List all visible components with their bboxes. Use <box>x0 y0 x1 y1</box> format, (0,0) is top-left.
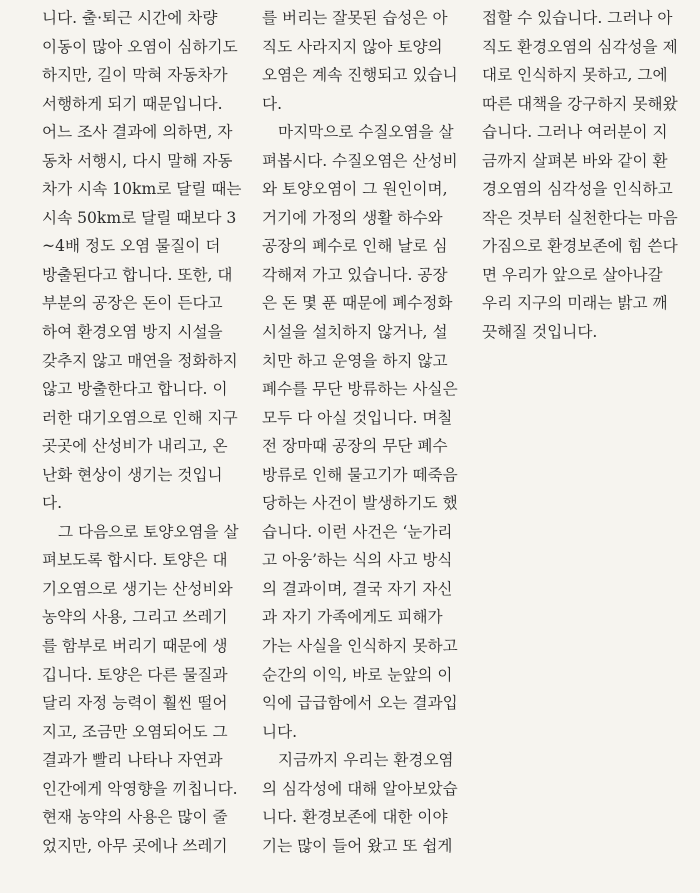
text-column-2 <box>262 4 467 860</box>
text-line: 가는 사실을 인식하지 못하고 <box>262 637 458 656</box>
text-line: 순간의 이익, 바로 눈앞의 이 <box>262 665 453 684</box>
text-line: 기는 많이 들어 왔고 또 쉽게 <box>262 836 453 855</box>
text-line: 니다. 환경보존에 대한 이야 <box>262 808 448 827</box>
text-line: 은 돈 몇 푼 때문에 폐수정화 <box>262 294 453 313</box>
text-line: 깁니다. 토양은 다른 물질과 <box>42 665 228 684</box>
text-line: 방출된다고 합니다. 또한, 대 <box>42 265 233 284</box>
text-line: 현재 농약의 사용은 많이 줄 <box>42 808 228 827</box>
text-line: 작은 것부터 실천한다는 마음 <box>482 208 678 227</box>
text-line: 갖추지 않고 매연을 정화하지 <box>42 351 238 370</box>
text-line: 폐수를 무단 방류하는 사실은 <box>262 380 458 399</box>
text-line: 방류로 인해 물고기가 떼죽음 <box>262 465 458 484</box>
text-line: 결과가 빨리 나타나 자연과 <box>42 751 223 770</box>
text-line: 하지만, 길이 막혀 자동차가 <box>42 66 228 85</box>
text-line: 않고 방출한다고 합니다. 이 <box>42 380 228 399</box>
text-line: 습니다. 그러나 여러분이 지 <box>482 123 668 142</box>
text-line: 익에 급급함에서 오는 결과입 <box>262 694 458 713</box>
text-column-3 <box>482 4 687 347</box>
text-line: 습니다. 이런 사건은 ‘눈가리 <box>262 522 453 541</box>
text-line: 와 토양오염이 그 원인이며, <box>262 180 448 199</box>
text-line: 부분의 공장은 돈이 든다고 <box>42 294 223 313</box>
text-line: 시설을 설치하지 않거나, 설 <box>262 323 448 342</box>
text-line: 경오염의 심각성을 인식하고 <box>482 180 673 199</box>
text-line: 금까지 살펴본 바와 같이 환 <box>482 151 668 170</box>
text-line: 다. <box>42 494 63 513</box>
text-line: 다. <box>262 94 283 113</box>
text-line: 를 버리는 잘못된 습성은 아 <box>262 9 448 27</box>
text-line: 서행하게 되기 때문입니다. <box>42 94 223 113</box>
text-line: 오염은 계속 진행되고 있습니 <box>262 66 458 85</box>
text-line: 지금까지 우리는 환경오염 <box>278 751 454 770</box>
text-column-1 <box>42 4 247 860</box>
text-line: 직도 사라지지 않아 토양의 <box>262 37 443 56</box>
text-line: 곳곳에 산성비가 내리고, 온 <box>42 437 228 456</box>
text-line: 거기에 가정의 생활 하수와 <box>262 208 443 227</box>
text-line: 기오염으로 생기는 산성비와 <box>42 579 233 598</box>
text-line: 차가 시속 10km로 달릴 때는 <box>42 180 242 199</box>
text-line: 마지막으로 수질오염을 살 <box>278 123 454 142</box>
text-line: 직도 환경오염의 심각성을 제 <box>482 37 678 56</box>
text-line: 인간에게 악영향을 끼칩니다. <box>42 779 238 798</box>
text-line: 접할 수 있습니다. 그러나 아 <box>482 9 673 27</box>
text-line: 를 함부로 버리기 때문에 생 <box>42 637 228 656</box>
text-line: 동차 서행시, 다시 말해 자동 <box>42 151 233 170</box>
text-line: 각해져 가고 있습니다. 공장 <box>262 265 448 284</box>
text-line: 공장의 폐수로 인해 날로 심 <box>262 237 448 256</box>
text-line: 러한 대기오염으로 인해 지구 <box>42 408 238 427</box>
text-line: 과 자기 가족에게도 피해가 <box>262 608 443 627</box>
text-line: ~4배 정도 오염 물질이 더 <box>42 237 221 256</box>
text-line: 펴봅시다. 수질오염은 산성비 <box>262 151 458 170</box>
text-line: 전 장마때 공장의 무단 폐수 <box>262 437 448 456</box>
text-line: 대로 인식하지 못하고, 그에 <box>482 66 668 85</box>
text-line: 었지만, 아무 곳에나 쓰레기 <box>42 836 228 855</box>
text-line: 이동이 많아 오염이 심하기도 <box>42 37 238 56</box>
text-line: 모두 다 아실 것입니다. 며칠 <box>262 408 453 427</box>
text-line: 난화 현상이 생기는 것입니 <box>42 465 223 484</box>
text-line: 농약의 사용, 그리고 쓰레기 <box>42 608 228 627</box>
text-line: 따른 대책을 강구하지 못해왔 <box>482 94 678 113</box>
text-line: 면 우리가 앞으로 살아나갈 <box>482 265 663 284</box>
text-line: 가짐으로 환경보존에 힘 쓴다 <box>482 237 678 256</box>
text-line: 펴보도록 합시다. 토양은 대 <box>42 551 228 570</box>
text-line: 그 다음으로 토양오염을 살 <box>58 522 239 541</box>
text-line: 시속 50km로 달릴 때보다 3 <box>42 208 237 227</box>
text-line: 고 아웅’하는 식의 사고 방식 <box>262 551 453 570</box>
text-line: 끗해질 것입니다. <box>482 323 598 342</box>
text-line: 달리 자정 능력이 훨씬 떨어 <box>42 694 228 713</box>
text-line: 지고, 조금만 오염되어도 그 <box>42 722 228 741</box>
text-line: 의 결과이며, 결국 자기 자신 <box>262 579 453 598</box>
text-line: 니다. <box>262 722 298 741</box>
text-line: 어느 조사 결과에 의하면, 자 <box>42 123 233 142</box>
text-line: 당하는 사건이 발생하기도 했 <box>262 494 458 513</box>
text-line: 치만 하고 운영을 하지 않고 <box>262 351 448 370</box>
text-line: 니다. 출·퇴근 시간에 차량 <box>42 9 218 27</box>
text-line: 의 심각성에 대해 알아보았습 <box>262 779 458 798</box>
text-line: 우리 지구의 미래는 밝고 깨 <box>482 294 668 313</box>
text-line: 하여 환경오염 방지 시설을 <box>42 323 223 342</box>
